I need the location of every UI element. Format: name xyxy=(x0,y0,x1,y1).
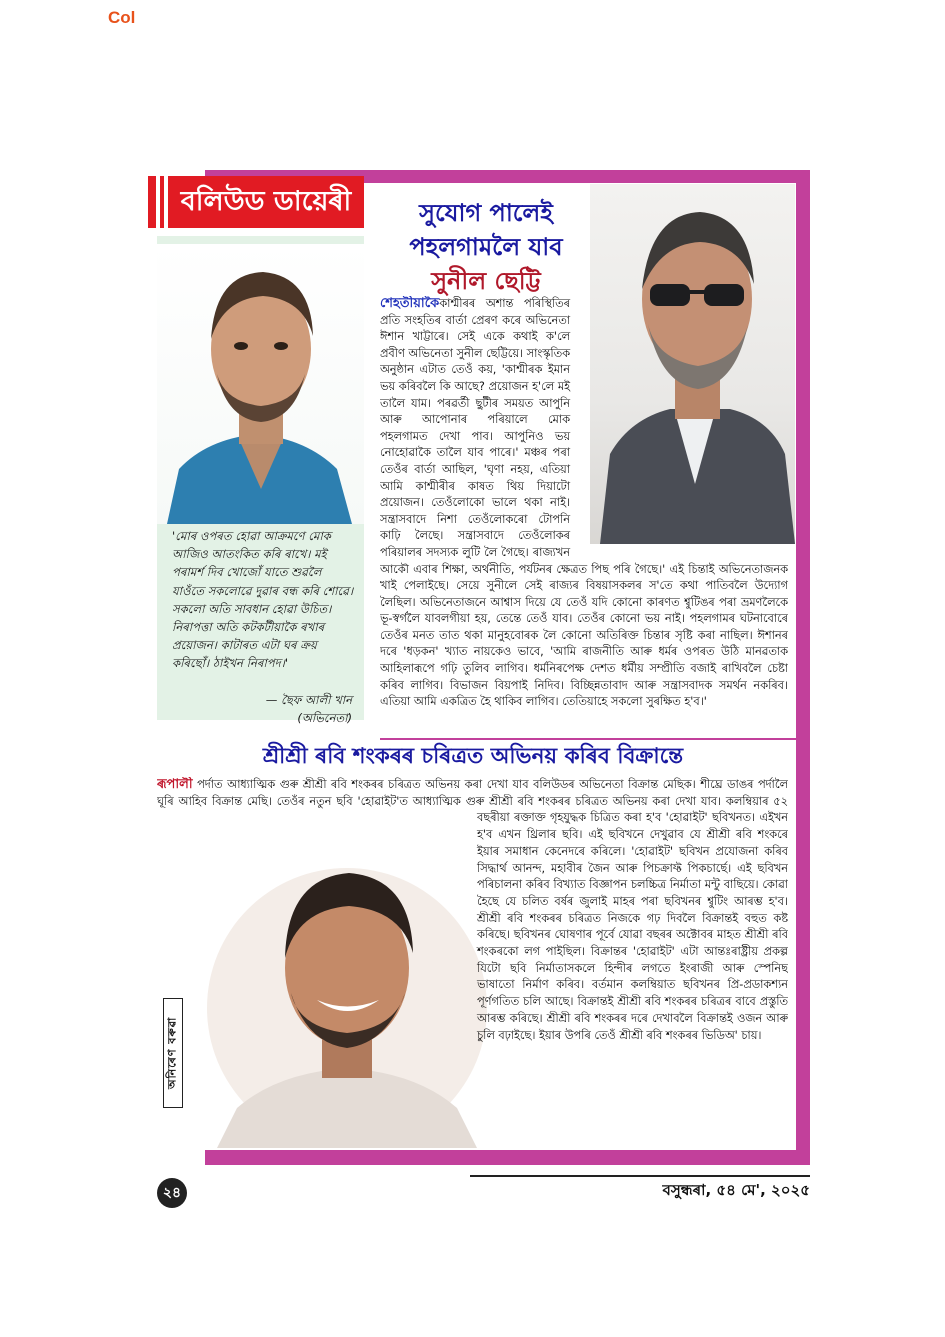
story2-headline: শ্ৰীশ্ৰী ৰবি শংকৰৰ চৰিত্ৰত অভিনয় কৰিব বিক্ৰান্তে xyxy=(262,744,684,769)
story1-headline xyxy=(380,196,592,298)
saif-quote: 'মোৰ ওপৰত হোৱা আক্ৰমণে মোক আজিও আতংকিত কৰি ৰাখে। মই পৰামৰ্শ দিব খোজোঁ যাতে শুৱলৈ যাওঁতে সকলোৱে দুৱাৰ বন্ধ কৰি শোৱে। সকলো অতি সাবধান হোৱা উচিত। নিৰাপত্তা অতি কটকটীয়াকৈ ৰখাৰ প্ৰয়োজন। কাটাৰত এটা ঘৰ ক্ৰয় কৰিছোঁ। ঠাইখন নিৰাপদ।' xyxy=(172,529,354,671)
photo-wrap-spacer xyxy=(570,296,788,554)
saif-ali-khan-photo xyxy=(157,244,364,524)
headline-line: সুযোগ পালেই xyxy=(419,199,553,227)
photo-credit: অনিৰেণ বৰুৱা xyxy=(163,998,183,1108)
header-accent-bar xyxy=(148,176,156,228)
quote-attribution-role: (অভিনেতা) xyxy=(297,711,352,725)
story1-body-text: কাশ্মীৰৰ অশান্ত পৰিস্থিতিৰ প্ৰতি সংহতিৰ বাৰ্তা প্ৰেৰণ কৰে অভিনেতা ঈশান খাট্টাৰে। সেই একে কথাই ক'লে প্ৰবীণ অভিনেতা সুনীল ছেট্টিয়ে। সাংস্কৃতিক অনুষ্ঠান এটাত তেওঁ কয়, 'কাশ্মীৰক ইমান ভয় কৰিবলৈ কি আছে? প্ৰয়োজন হ'লে মই তালৈ যাম। পৰৱৰ্তী ছুটীৰ সময়ত আপুনি আৰু আপোনাৰ পৰিয়ালে মোক পহলগামত দেখা পাব। আপুনিও ভয় নোহোৱাকৈ তালৈ যাব পাৰে।' মঞ্চৰ পৰা তেওঁৰ বাৰ্তা আছিল, 'ঘৃণা নহয়, এতিয়া আমি কাশ্মীৰীৰ কাষত থিয় দিয়াটো প্ৰয়োজন। তেওঁলোকো ভালে থকা নাই। সন্ত্ৰাসবাদে নিশা তেওঁলোকৰো টোপনি কাঢ়ি লৈছে। সন্ত্ৰাসবাদে তেওঁলোকৰ পৰিয়ালৰ সদস্যক লুটি লৈ গৈছে। ৰাজ্যখন আকৌ এবাৰ শিক্ষা, অৰ্থনীতি, পৰ্যটনৰ ক্ষেত্ৰত পিছ পৰি গৈছে।' এই চিন্তাই অভিনেতাজনক খাই পেলাইছে। সেয়ে সুনীলে সেই ৰাজ্যৰ বিষয়াসকলৰ স'তে কথা পাতিবলৈ উদ্যোগ লৈছিল। অভিনেতাজনে আশ্বাস দিয়ে যে তেওঁ যদি কোনো কাৰণত শ্বুটিঙৰ পৰা ভ্ৰমণলৈকে ভূ-স্বৰ্গলৈ যাবলগীয়া হয়, তেন্তে তেওঁ যাব। তেওঁৰ কোনো ভয় নাই। পহলগামৰ ঘটনাবোৰে তেওঁৰ মনত তাত থকা মানুহবোৰক লৈ কোনো অতিৰিক্ত চিন্তাৰ সৃষ্টি কৰা নাছিল। ঈশানৰ দৰে 'ধড়কন' খ্যাত নায়কেও ভাবে, 'আমি ৰাজনীতি আৰু ধৰ্মৰ ওপৰত উঠি মানৱতাক আহিলাৰূপে গঢ়ি তুলিব লাগিব। ধৰ্মনিৰপেক্ষ দেশত ধৰ্মীয় সম্প্ৰীতি বজাই ৰাখিবলৈ চেষ্টা কৰিব লাগিব। বিভাজন বিয়পাই নিদিব। বিচ্ছিন্নতাবাদ আৰু সন্ত্ৰাসবাদক সমৰ্থন নকৰিব। এতিয়া আমি একত্ৰিত হৈ থাকিব লাগিব। তেতিয়াহে সকলো সুৰক্ষিত হ'ব।' xyxy=(380,297,788,709)
story1-lead: শেহতীয়াকৈ xyxy=(380,296,440,311)
footer-rule xyxy=(470,1175,810,1177)
headline-line: সুনীল ছেট্টি xyxy=(431,267,541,295)
story1-body xyxy=(380,296,788,741)
photo-wrap-spacer xyxy=(157,817,477,1147)
frame-bottom-border xyxy=(205,1150,810,1165)
quote-attribution: — ছৈফ আলী খান xyxy=(265,693,352,707)
story2-lead: ৰূপালী xyxy=(157,777,193,792)
color-mark: Col xyxy=(108,8,136,27)
publication-info: বসুন্ধৰা, ৫৪ মে', ২০২৫ xyxy=(662,1181,810,1199)
headline-line: পহলগামলৈ যাব xyxy=(409,233,563,261)
section-title: বলিউড ডায়েৰী xyxy=(168,176,364,228)
story2-body xyxy=(157,777,788,1147)
page-number: ২৪ xyxy=(157,1178,187,1208)
frame-right-border xyxy=(796,170,810,1150)
header-accent-bar xyxy=(160,176,164,228)
story2-body-text: পৰ্দাত আধ্যাত্মিক গুৰু শ্ৰীশ্ৰী ৰবি শংকৰৰ চৰিত্ৰত অভিনয় কৰা দেখা যাব বলিউডৰ অভিনেতা বিক্ৰান্ত মেছিক। শীঘ্ৰে ডাঙৰ পৰ্দালৈ ঘূৰি আহিব বিক্ৰান্ত মেছি। তেওঁৰ নতুন ছবি 'হোৱাইট'ত আধ্যাত্মিক গুৰু শ্ৰীশ্ৰী ৰবি শংকৰৰ চৰিত্ৰত অভিনয় কৰা দেখা যাব। কলম্বিয়াৰ ৫২ বছৰীয়া ৰক্তাক্ত গৃহযুদ্ধক চিত্ৰিত কৰা হ'ব 'হোৱাইট' ছবিখনত। এইখন হ'ব এখন থ্ৰিলাৰ ছবি। এই ছবিখনে দেখুৱাব যে শ্ৰীশ্ৰী ৰবি শংকৰে ইয়াৰ সমাধান কেনেদৰে কৰিলে। 'হোৱাইট' ছবিখন প্ৰযোজনা কৰিব সিদ্ধাৰ্থ আনন্দ, মহাবীৰ জৈন আৰু পিচক্ৰাফ্ট পিকচাৰ্ছে। এই ছবিখন পৰিচালনা কৰিব বিখ্যাত বিজ্ঞাপন চলচ্চিত্ৰ নিৰ্মাতা মন্টু বাছিয়ে। কোৱা হৈছে যে চলিত বৰ্ষৰ জুলাই মাহৰ পৰা ছবিখনৰ শ্বুটিং আৰম্ভ হ'ব। শ্ৰীশ্ৰী ৰবি শংকৰৰ চৰিত্ৰত নিজকে গঢ় দিবলৈ বিক্ৰান্তই বহুত কষ্ট কৰিছে। ছবিখনৰ ঘোষণাৰ পূৰ্বে যোৱা বছৰৰ অক্টোবৰ মাহত শ্ৰীশ্ৰী ৰবি শংকৰকো লগ পাইছিল। বিক্ৰান্তৰ 'হোৱাইট' এটা আন্তঃৰাষ্ট্ৰীয় প্ৰকল্প যিটো ছবি নিৰ্মাতাসকলে হিন্দীৰ লগতে ইংৰাজী আৰু স্পেনিছ ভাষাতো নিৰ্মাণ কৰিব। বৰ্তমান কলম্বিয়াত ছবিখনৰ প্ৰি-প্ৰডাকশ্যন পূৰ্ণগতিত চলি আছে। বিক্ৰান্তই শ্ৰীশ্ৰী ৰবি শংকৰৰ চৰিত্ৰৰ বাবে প্ৰস্তুতি আৰম্ভ কৰিছে। শ্ৰীশ্ৰী ৰবি শংকৰৰ দৰে দেখাবলৈ বিক্ৰান্তই ওজন আৰু চুলি বঢ়াইছে। ইয়াৰ উপৰি তেওঁ শ্ৰীশ্ৰী ৰবি শংকৰৰ ভিডিঅ' চায়। xyxy=(157,778,788,1042)
